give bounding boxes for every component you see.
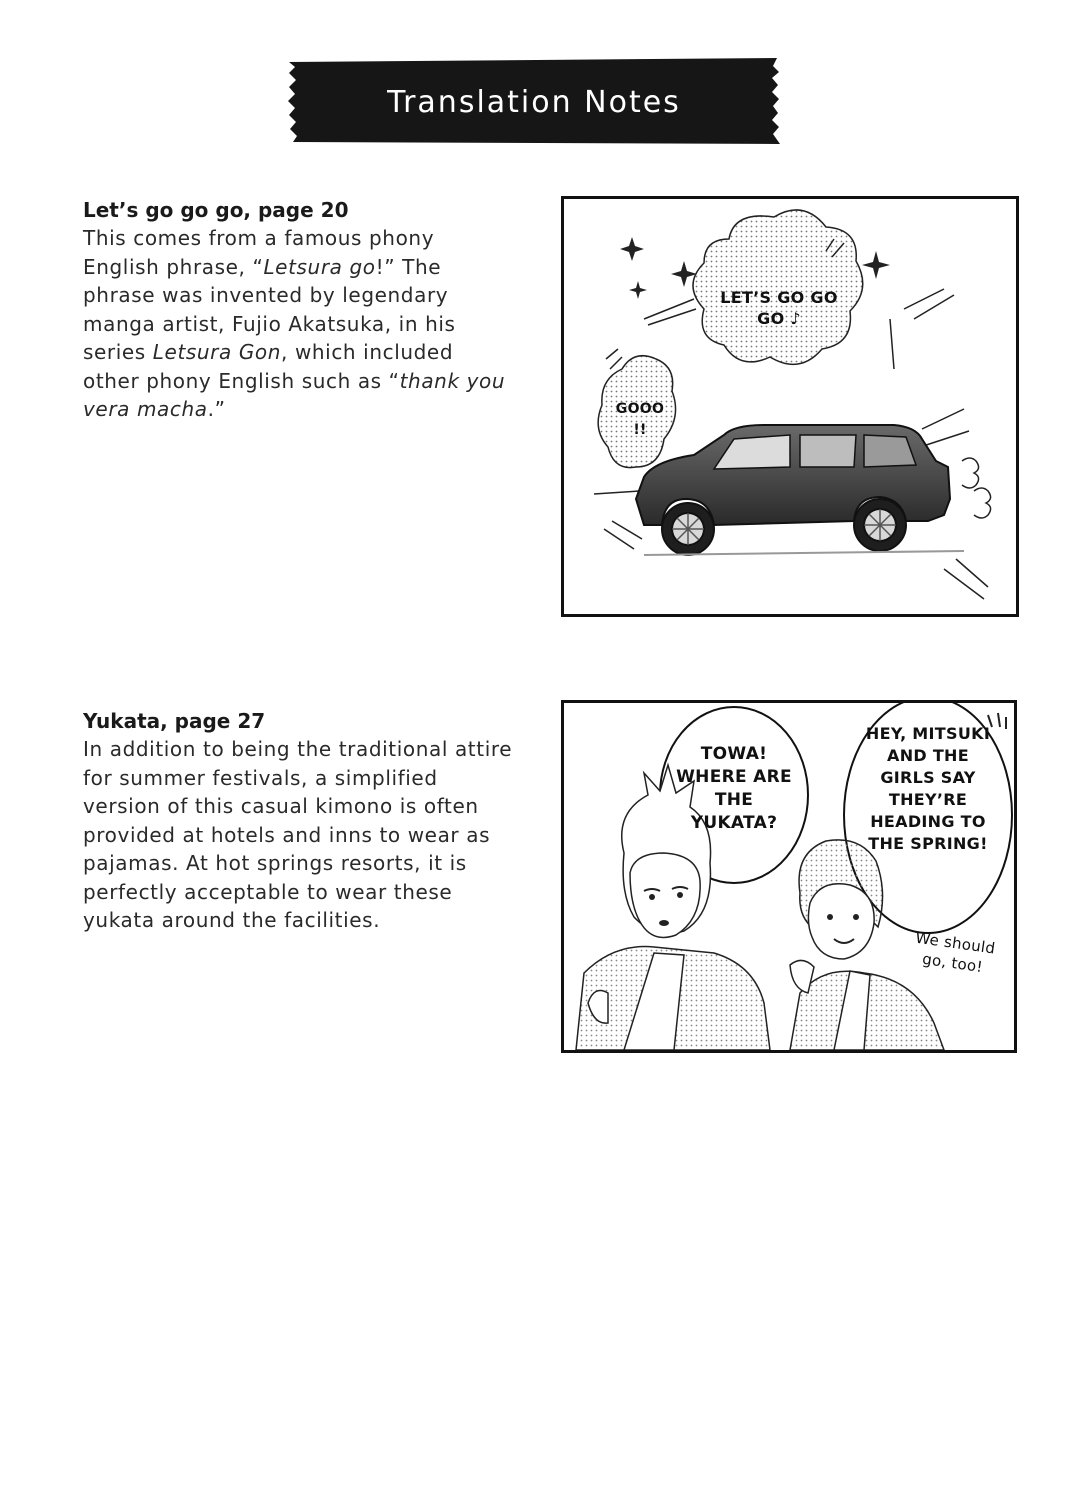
title-banner bbox=[287, 58, 781, 146]
manga-panel-yukata bbox=[561, 700, 1017, 1053]
speech-bubble-lets-go: LET’S GO GO GO ♪ bbox=[720, 288, 838, 328]
speech-bubble-we-should-go: We should go, too! bbox=[914, 928, 997, 977]
note-heading: Let’s go go go, page 20 bbox=[83, 198, 349, 222]
page-title: Translation Notes bbox=[387, 84, 681, 120]
speech-bubble-towa: TOWA! WHERE ARE THE YUKATA? bbox=[676, 744, 792, 833]
note-heading: Yukata, page 27 bbox=[83, 709, 266, 733]
note-body: In addition to being the traditional attire for summer festivals, a simplified version of this casual kimono is often provided at hotels and inns to wear as pajamas. At hot springs resorts, it is perfectly acceptable to wear these yukata around the facilities. bbox=[83, 737, 513, 932]
note-body: This comes from a famous phony English phrase, “Letsura go!” The phrase was invented by legendary manga artist, Fujio Akatsuka, in his series Letsura Gon, which included other phony English such as “thank you vera macha.” bbox=[83, 226, 506, 421]
manga-panel-car bbox=[561, 196, 1019, 617]
speech-bubble-hey-mitsuki: HEY, MITSUKI AND THE GIRLS SAY THEY’RE HEADING TO THE SPRING! bbox=[865, 724, 991, 853]
speech-bubble-gooo: GOOO !! bbox=[615, 401, 665, 438]
note-yukata bbox=[83, 707, 513, 935]
note-lets-go bbox=[83, 196, 513, 424]
